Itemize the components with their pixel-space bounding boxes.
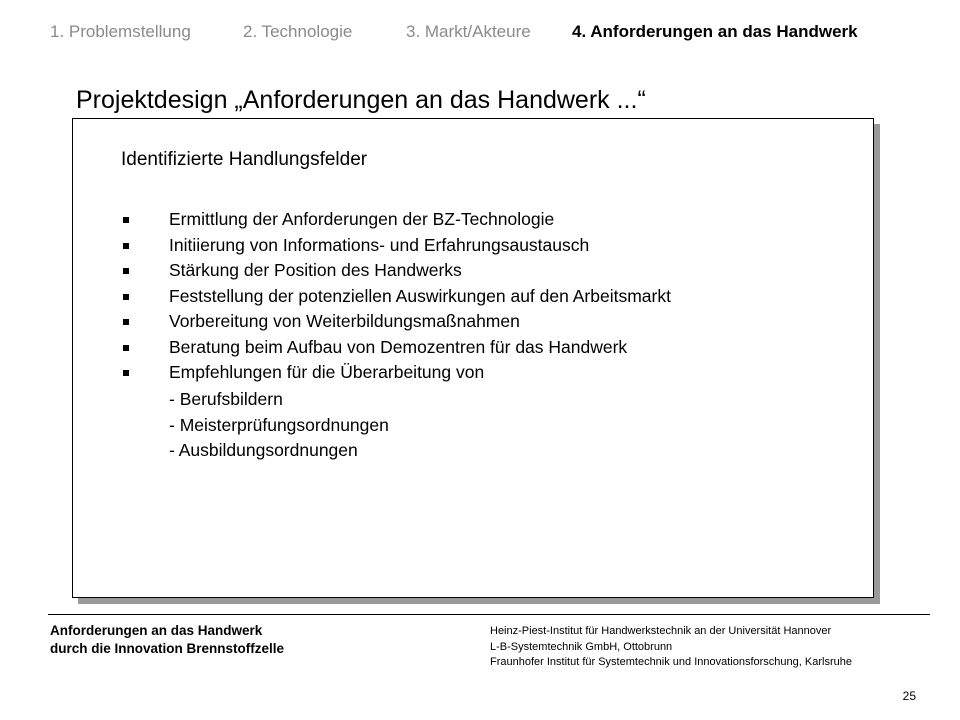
footer-left-line-1: Anforderungen an das Handwerk (50, 623, 263, 638)
footer-divider (48, 614, 930, 615)
slide-title: Projektdesign „Anforderungen an das Handwerk ...“ (76, 86, 646, 114)
sub-list-item: - Ausbildungsordnungen (169, 440, 358, 460)
sub-list-item: - Meisterprüfungsordnungen (169, 414, 389, 435)
footer-institutions (490, 624, 852, 671)
square-bullet-icon (123, 370, 129, 376)
square-bullet-icon (123, 268, 129, 274)
box-heading: Identifizierte Handlungsfelder (121, 149, 368, 170)
list-item: Beratung beim Aufbau von Demozentren für das Handwerk (119, 335, 671, 361)
list-item: Stärkung der Position des Handwerks (119, 258, 671, 284)
square-bullet-icon (123, 319, 129, 325)
list-item: Feststellung der potenziellen Auswirkungen auf den Arbeitsmarkt (119, 284, 671, 310)
list-item: Empfehlungen für die Überarbeitung von (119, 360, 671, 386)
list-item: Initiierung von Informations- und Erfahrungsaustausch (119, 233, 671, 259)
footer-project-title (50, 622, 284, 658)
footer-right-line-3: Fraunhofer Institut für Systemtechnik und Innovationsforschung, Karlsruhe (490, 656, 852, 668)
square-bullet-icon (123, 294, 129, 300)
nav-item-markt-akteure[interactable]: 3. Markt/Akteure (406, 22, 531, 41)
list-item: Vorbereitung von Weiterbildungsmaßnahmen (119, 309, 671, 335)
nav-item-technologie[interactable]: 2. Technologie (243, 22, 353, 41)
content-box (72, 118, 874, 598)
sub-list (169, 387, 389, 464)
nav-item-problemstellung[interactable]: 1. Problemstellung (50, 22, 191, 41)
footer-left-line-2: durch die Innovation Brennstoffzelle (50, 641, 285, 656)
footer-right-line-1: Heinz-Piest-Institut für Handwerkstechnik an der Universität Hannover (490, 625, 832, 637)
footer-right-line-2: L-B-Systemtechnik GmbH, Ottobrunn (490, 640, 673, 653)
square-bullet-icon (123, 217, 129, 223)
page-number: 25 (902, 689, 916, 703)
square-bullet-icon (123, 243, 129, 249)
nav-item-anforderungen[interactable]: 4. Anforderungen an das Handwerk (572, 22, 858, 41)
list-item: Ermittlung der Anforderungen der BZ-Technologie (119, 207, 671, 233)
square-bullet-icon (123, 345, 129, 351)
sub-list-item: - Berufsbildern (169, 389, 283, 409)
bullet-list (119, 207, 671, 386)
